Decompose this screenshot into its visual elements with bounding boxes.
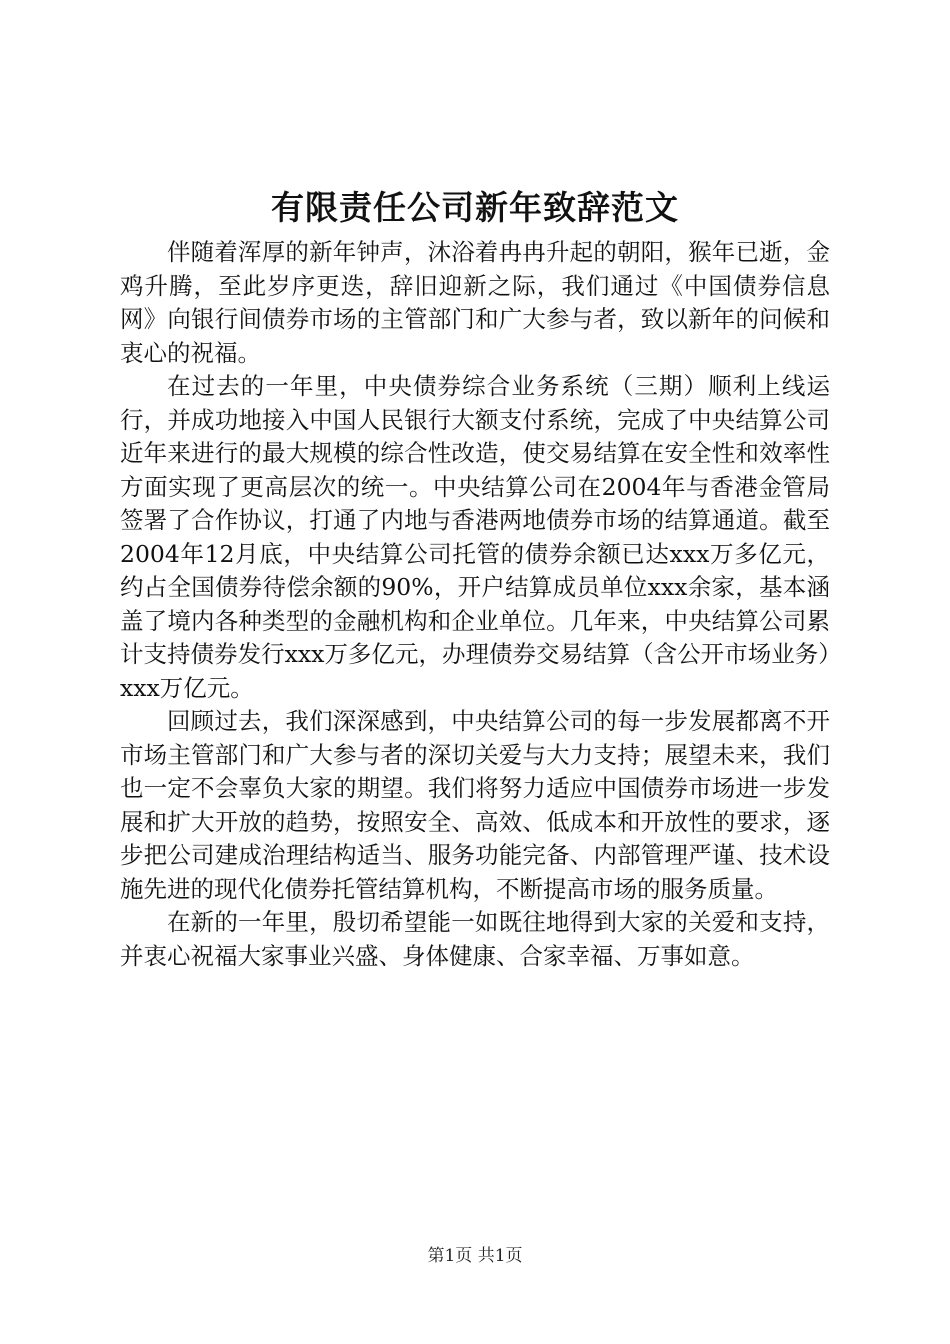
- document-body: [120, 236, 830, 973]
- paragraph-2: 在过去的一年里，中央债券综合业务系统（三期）顺利上线运行，并成功地接入中国人民银行大额支付系统，完成了中央结算公司近年来进行的最大规模的综合性改造，使交易结算在安全性和效率性方面实现了更高层次的统一。中央结算公司在2004年与香港金管局签署了合作协议，打通了内地与香港两地债券市场的结算通道。截至2004年12月底，中央结算公司托管的债券余额已达xxx万多亿元，约占全国债券待偿余额的90%，开户结算成员单位xxx余家，基本涵盖了境内各种类型的金融机构和企业单位。几年来，中央结算公司累计支持债券发行xxx万多亿元，办理债券交易结算（含公开市场业务）xxx万亿元。: [120, 372, 830, 702]
- paragraph-3: 回顾过去，我们深深感到，中央结算公司的每一步发展都离不开市场主管部门和广大参与者的深切关爱与大力支持；展望未来，我们也一定不会辜负大家的期望。我们将努力适应中国债券市场进一步发展和扩大开放的趋势，按照安全、高效、低成本和开放性的要求，逐步把公司建成治理结构适当、服务功能完备、内部管理严谨、技术设施先进的现代化债券托管结算机构，不断提高市场的服务质量。: [120, 707, 830, 903]
- page-footer: 第1页 共1页: [427, 1246, 523, 1266]
- paragraph-4: 在新的一年里，殷切希望能一如既往地得到大家的关爱和支持，并衷心祝福大家事业兴盛、身体健康、合家幸福、万事如意。: [120, 908, 830, 970]
- paragraph-1: 伴随着浑厚的新年钟声，沐浴着冉冉升起的朝阳，猴年已逝，金鸡升腾，至此岁序更迭，辞旧迎新之际，我们通过《中国债券信息网》向银行间债券市场的主管部门和广大参与者，致以新年的问候和衷心的祝福。: [120, 238, 830, 367]
- document-title: 有限责任公司新年致辞范文: [271, 188, 679, 227]
